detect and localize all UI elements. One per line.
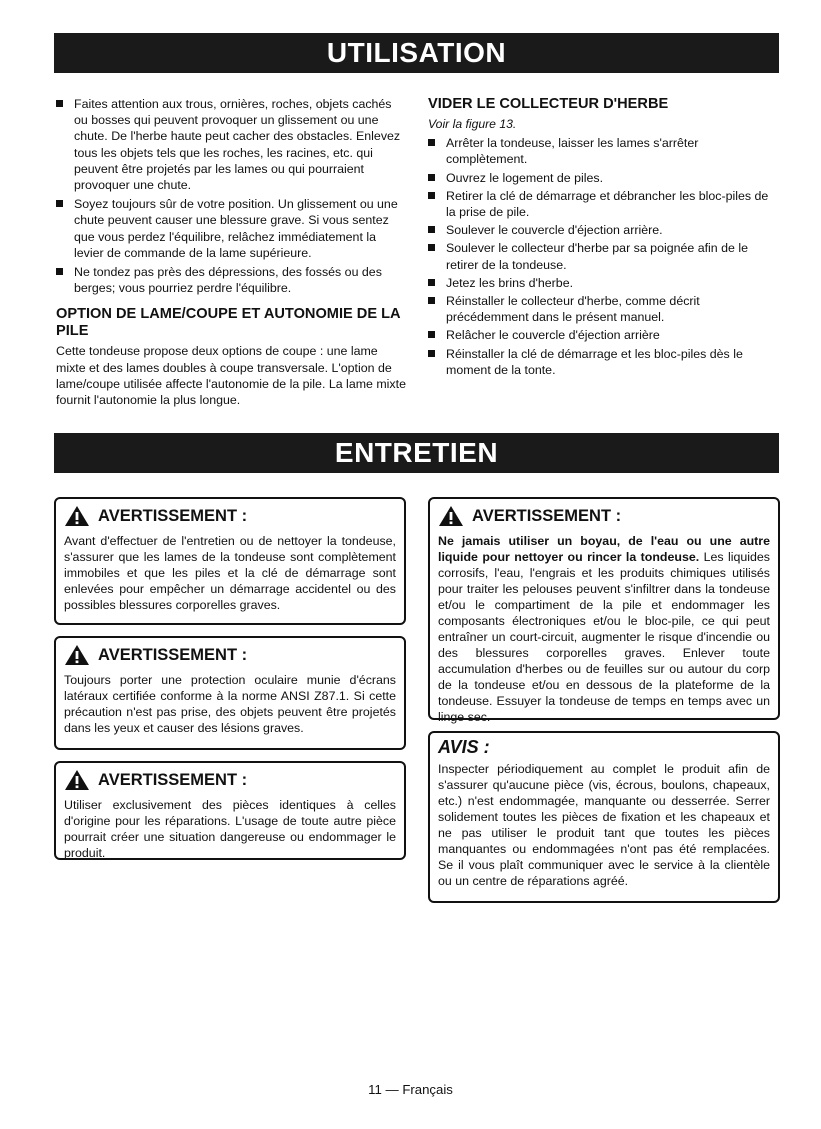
warning-header bbox=[64, 769, 396, 791]
list-item: Ouvrez le logement de piles. bbox=[428, 170, 780, 186]
warning-text: Toujours porter une protection oculaire munie d'écrans latéraux certifiée conforme à la norme ANSI Z87.1. Si cette précaution n'est pas prise, des objets peuvent être projetés dans les yeux et causer des lésions graves. bbox=[64, 673, 396, 735]
list-item: Jetez les brins d'herbe. bbox=[428, 275, 780, 291]
warning-triangle-icon bbox=[64, 505, 90, 527]
warning-header bbox=[64, 505, 396, 527]
warning-label: AVERTISSEMENT : bbox=[98, 646, 248, 664]
notice-box bbox=[428, 731, 780, 903]
list-item: Soulever le couvercle d'éjection arrière. bbox=[428, 222, 780, 238]
warning-box-parts bbox=[54, 761, 406, 860]
warning-body-text: Les liquides corrosifs, l'eau, l'engrais et les produits chimiques utilisés pour traiter les pelouses peuvent s'infiltrer dans la tondeuse et/ou le compartiment de la pile et endommager les composants électroniques et/ou le bloc-pile, ce qui peut entraîner un court-circuit, augmenter le risque d'incendie ou des blessures corporelles graves. Enlever toute accumulation d'herbes ou de feuilles sur ou autour du corp de la tondeuse et/ou en dessous de la plateforme de la tondeuse. Essuyer la tondeuse de temps en temps avec un linge sec. bbox=[438, 550, 770, 724]
warning-text: Utiliser exclusivement des pièces identiques à celles d'origine pour les réparations. L'usage de toute autre pièce pourrait créer une situation dangereuse ou endommager le produit. bbox=[64, 798, 396, 860]
utilisation-banner: UTILISATION bbox=[54, 33, 779, 73]
option-heading: OPTION DE LAME/COUPE ET AUTONOMIE DE LA PILE bbox=[56, 306, 401, 340]
warning-triangle-icon bbox=[438, 505, 464, 527]
warning-header bbox=[64, 644, 396, 666]
warning-header bbox=[438, 505, 770, 527]
left-column bbox=[56, 96, 406, 408]
list-item: Réinstaller la clé de démarrage et les bloc-piles dès le moment de la tonte. bbox=[428, 346, 780, 378]
grass-collector-heading: VIDER LE COLLECTEUR D'HERBE bbox=[428, 96, 669, 112]
list-item: Arrêter la tondeuse, laisser les lames s'arrêter complètement. bbox=[428, 135, 780, 167]
list-item: Soyez toujours sûr de votre position. Un glissement ou une chute peuvent causer une blessure grave. Si vous sentez que vous perdez l'équilibre, relâchez immédiatement la levier de commande de la lame supérieure. bbox=[56, 196, 406, 261]
warning-label: AVERTISSEMENT : bbox=[472, 507, 622, 525]
warning-text bbox=[438, 533, 770, 725]
list-item: Retirer la clé de démarrage et débrancher les bloc-piles de la prise de pile. bbox=[428, 188, 780, 220]
list-item: Réinstaller le collecteur d'herbe, comme décrit précédemment dans le présent manuel. bbox=[428, 293, 780, 325]
page-footer: 11 — Français bbox=[368, 1082, 453, 1097]
warning-label: AVERTISSEMENT : bbox=[98, 771, 248, 789]
warning-box-water bbox=[428, 497, 780, 724]
right-column bbox=[428, 96, 780, 380]
notice-text: Inspecter périodiquement au complet le produit afin de s'assurer qu'aucune pièce (vis, écrous, boulons, chapeaux, etc.) n'est endommagée, manquante ou desserrée. Serrer solidement toutes les pièces de fixation et les chapeaux et ne pas utiliser le produit tant que toutes les pièces manquantes ou endommagées n'ont pas été remplacées. Se il vous plaît communiquer avec le service à la clientèle ou un centre de réparations agréé. bbox=[438, 762, 770, 888]
warning-box-eye-protection bbox=[54, 636, 406, 750]
entretien-banner: ENTRETIEN bbox=[54, 433, 779, 473]
warning-box-maintenance bbox=[54, 497, 406, 625]
list-item: Soulever le collecteur d'herbe par sa poignée afin de le retirer de la tondeuse. bbox=[428, 240, 780, 272]
warning-bold-text: Ne jamais utiliser un boyau, de l'eau ou une autre liquide pour nettoyer ou rincer la tondeuse. bbox=[438, 534, 770, 564]
warning-label: AVERTISSEMENT : bbox=[98, 507, 248, 525]
warning-triangle-icon bbox=[64, 769, 90, 791]
list-item: Ne tondez pas près des dépressions, des fossés ou des berges; vous pourriez perdre l'équilibre. bbox=[56, 264, 406, 296]
warning-text: Avant d'effectuer de l'entretien ou de nettoyer la tondeuse, s'assurer que les lames de la tondeuse sont complètement immobiles et que les piles et la clé de démarrage sont enlevées pour empêcher un démarrage accidentel ou des possibles blessures corporelles graves. bbox=[64, 534, 396, 612]
list-item: Relâcher le couvercle d'éjection arrière bbox=[428, 327, 780, 343]
notice-label: AVIS : bbox=[438, 737, 490, 757]
warning-triangle-icon bbox=[64, 644, 90, 666]
option-text: Cette tondeuse propose deux options de coupe : une lame mixte et des lames doubles à coupe transversale. L'option de lame/coupe utilisée affecte l'autonomie de la pile. La lame mixte fournit l'autonomie la plus longue. bbox=[56, 344, 406, 408]
safety-bullet-list bbox=[56, 96, 406, 296]
step-list bbox=[428, 135, 780, 378]
list-item: Faites attention aux trous, ornières, roches, objets cachés ou bosses qui peuvent provoquer un glissement ou une chute. De l'herbe haute peut cacher des obstacles. Enlevez tous les objets tels que les roches, les racines, etc. qui peuvent être projetés par les lames ou qui pourraient provoquer une chute. bbox=[56, 96, 406, 193]
figure-reference: Voir la figure 13. bbox=[428, 117, 517, 131]
